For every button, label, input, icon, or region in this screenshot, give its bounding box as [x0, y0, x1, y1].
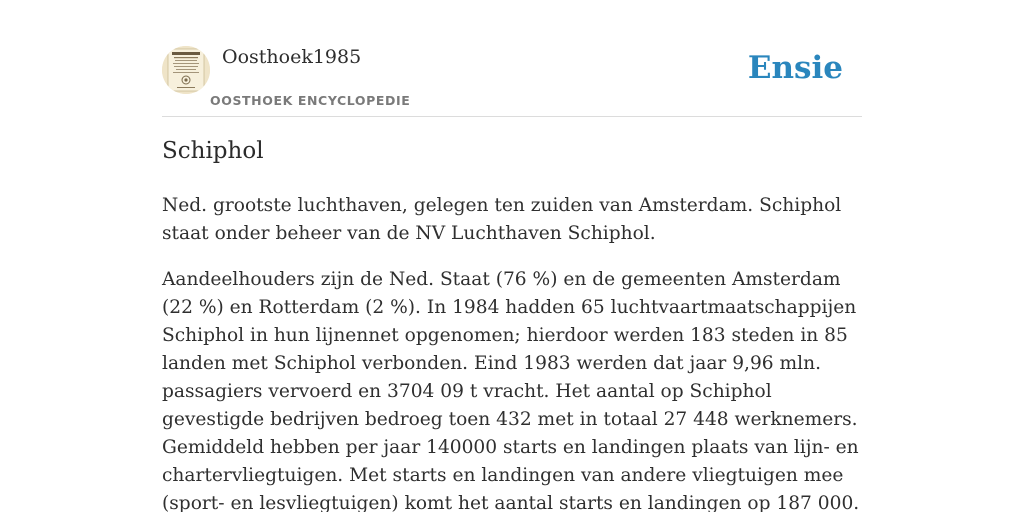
article-body [162, 192, 864, 512]
source-subtitle: OOSTHOEK ENCYCLOPEDIE [210, 93, 411, 108]
source-avatar[interactable] [162, 46, 210, 94]
source-header [162, 44, 862, 117]
article-title: Schiphol [162, 138, 264, 164]
article-paragraph: Aandeelhouders zijn de Ned. Staat (76 %) en de gemeenten Amsterdam (22 %) en Rotterdam (2 %). In 1984 hadden 65 luchtvaartmaatschappijen Schiphol in hun lijnennet opgenomen; hierdoor werden 183 steden in 85 landen met Schiphol verbonden. Eind 1983 werden dat jaar 9,96 mln. passagiers vervoerd en 3704 09 t vracht. Het aantal op Schiphol gevestigde bedrijven bedroeg toen 432 met in totaal 27 448 werknemers. Gemiddeld hebben per jaar 140000 starts en landingen plaats van lijn- en chartervliegtuigen. Met starts en landingen van andere vliegtuigen mee (sport- en lesvliegtuigen) komt het aantal starts en landingen op 187 000. [162, 269, 860, 512]
ensie-logo-link[interactable]: Ensie [747, 50, 843, 86]
encyclopedia-title-page-icon [162, 46, 210, 94]
source-name-link[interactable]: Oosthoek1985 [222, 46, 362, 68]
article-paragraph: Ned. grootste luchthaven, gelegen ten zuiden van Amsterdam. Schiphol staat onder beheer van de NV Luchthaven Schiphol. [162, 195, 842, 244]
